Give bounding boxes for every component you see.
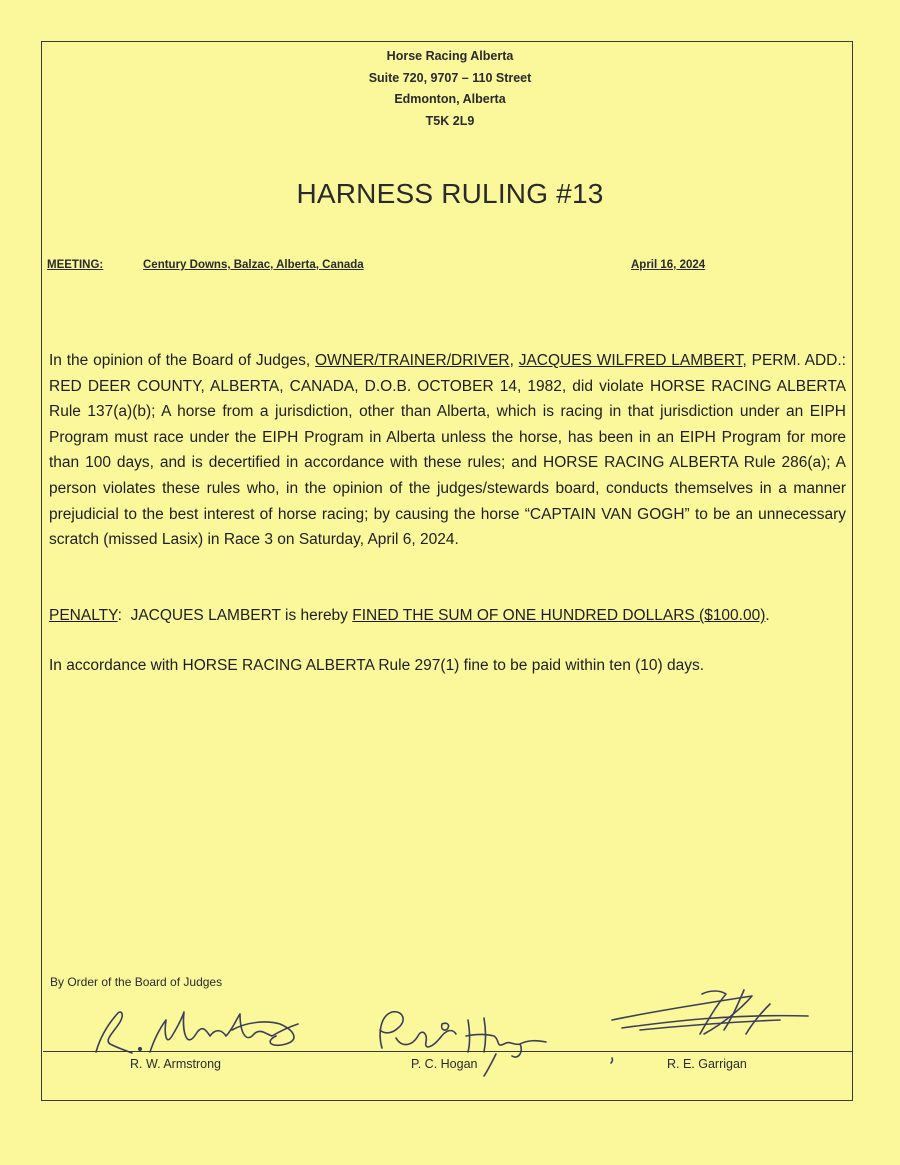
ruling-title: HARNESS RULING #13 [296,178,604,209]
city-line: Edmonton, Alberta [394,92,506,106]
letterhead [0,46,900,132]
by-order-line: By Order of the Board of Judges [50,975,223,989]
body-text: , PERM. ADD.: RED DEER COUNTY, ALBERTA, CANADA, D.O.B. OCTOBER 14, 1982, did violate HORSE RACING ALBERTA Rule 137(a)(b); A horse from a jurisdiction, other than Alberta, which is racing in that jurisdiction under an EIPH Program must race under the EIPH Program in Alberta unless the horse, has been in an EIPH Program for more than 100 days, and is decertified in accordance with these rules; and HORSE RACING ALBERTA Rule 286(a); A person violates these rules who, in the opinion of the judges/stewards board, conducts themselves in a manner prejudicial to the best interest of horse racing; by causing the horse “CAPTAIN VAN GOGH” to be an unnecessary scratch (missed Lasix) in Race 3 on Saturday, April 6, 2024. [49,352,846,549]
penalty-end: . [765,607,770,624]
body-person: JACQUES WILFRED LAMBERT [518,352,743,369]
address-line: Suite 720, 9707 – 110 Street [368,70,532,85]
penalty-text: JACQUES LAMBERT is hereby [121,607,353,624]
body-role: OWNER/TRAINER/DRIVER [314,352,510,369]
penalty-colon: : [117,607,122,624]
body-intro: In the opinion of the Board of Judges, [49,352,315,369]
organization-name: Horse Racing Alberta [386,49,514,63]
penalty-label: PENALTY [49,607,118,624]
signer-armstrong: R. W. Armstrong [130,1057,221,1071]
meeting-date: April 16, 2024 [631,259,706,271]
penalty-statement [49,603,859,628]
meeting-label: MEETING: [47,259,104,271]
ruling-body [49,348,846,553]
postal-code: T5K 2L9 [425,113,475,128]
body-separator: , [509,352,519,369]
meeting-venue: Century Downs, Balzac, Alberta, Canada [143,259,364,271]
signature-line [43,1051,853,1052]
signer-garrigan: R. E. Garrigan [667,1057,747,1071]
signer-hogan: P. C. Hogan [411,1057,478,1071]
penalty-fine: FINED THE SUM OF ONE HUNDRED DOLLARS ($100.00) [352,607,766,624]
accordance-statement: In accordance with HORSE RACING ALBERTA Rule 297(1) fine to be paid within ten (10) days. [49,657,705,674]
